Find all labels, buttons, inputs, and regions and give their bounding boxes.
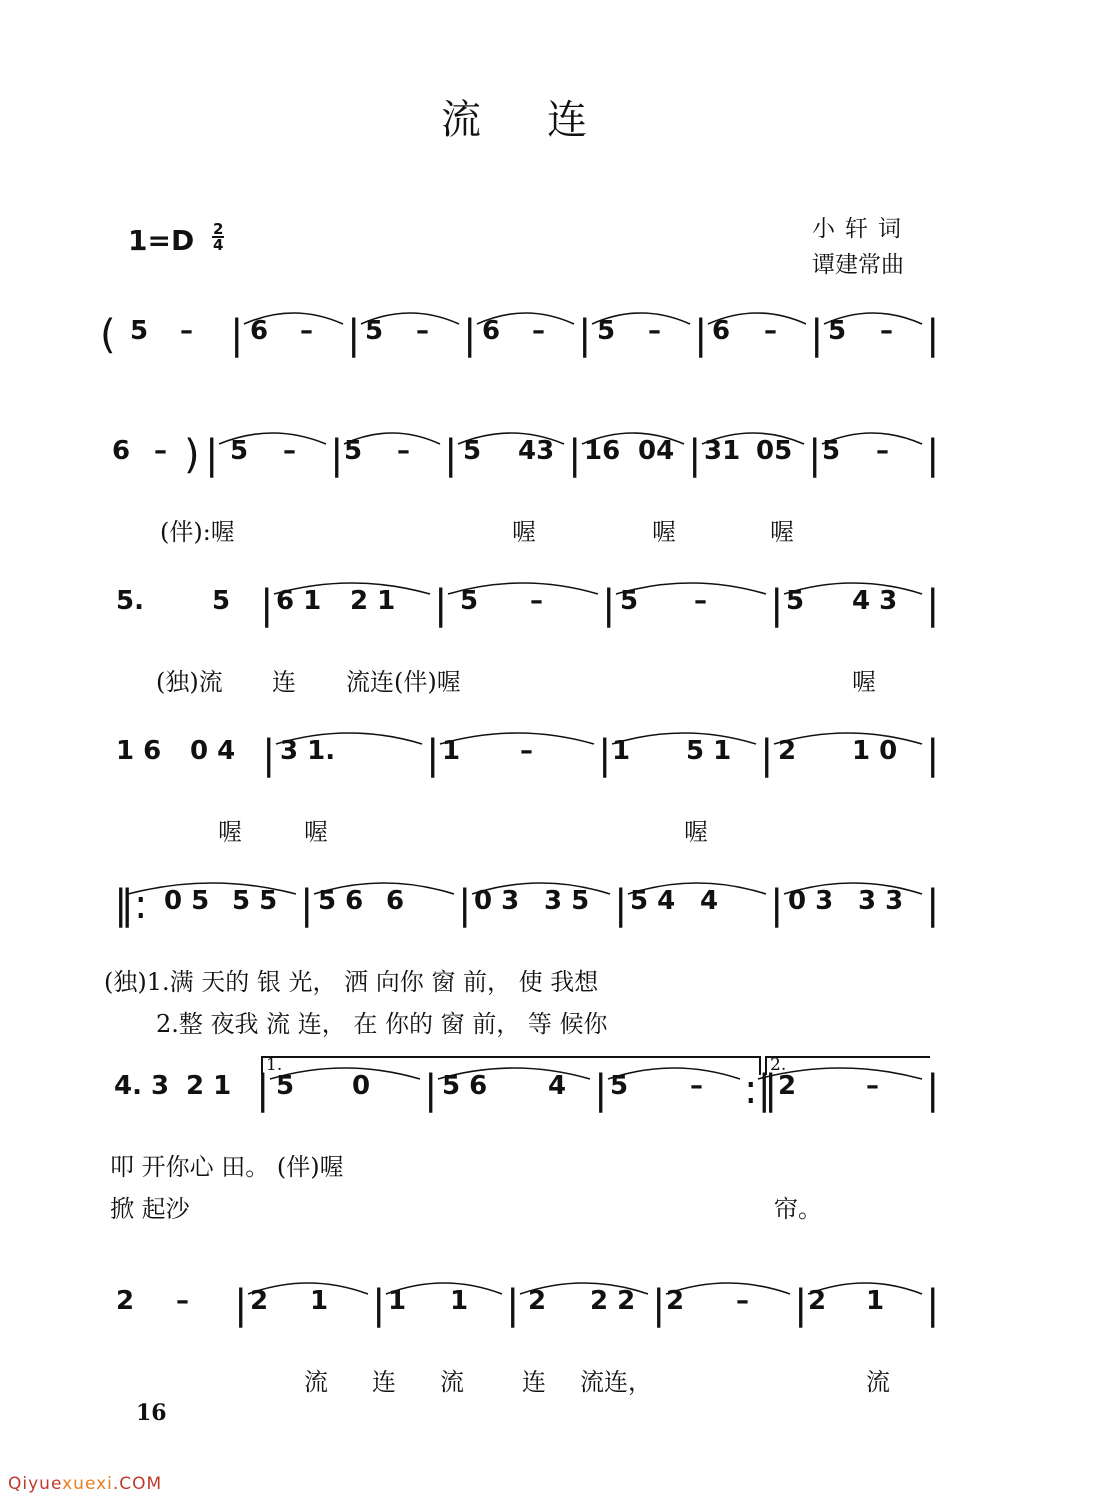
watermark-part2: xuexi — [62, 1474, 113, 1494]
barline: | — [424, 1067, 438, 1113]
lyric: 喔 — [852, 668, 876, 696]
lyric: 连 — [522, 1368, 546, 1396]
lyric: (伴):喔 — [160, 518, 235, 546]
lyric: (独)流 — [156, 668, 223, 696]
slur-marks — [0, 720, 1107, 760]
barline: | — [926, 732, 940, 778]
barline: | — [688, 432, 702, 478]
note: – — [736, 1286, 749, 1316]
slur-arc — [440, 733, 594, 744]
note: 4 — [548, 1071, 567, 1101]
barline: | — [810, 312, 824, 358]
lyric: 连 — [372, 1368, 396, 1396]
note: 0 — [352, 1071, 371, 1101]
barline: ‖: — [114, 882, 148, 928]
barline: | — [347, 312, 361, 358]
score-line-7 — [0, 1270, 1107, 1396]
note: 6 — [250, 316, 269, 346]
title-char-2: 连 — [547, 97, 589, 143]
lyric: 流连(伴)喔 — [346, 668, 461, 696]
title-char-1: 流 — [441, 97, 483, 143]
note: – — [876, 436, 889, 466]
note: 0 3 — [474, 886, 520, 916]
note: 5 — [212, 586, 231, 616]
slur-marks — [0, 570, 1107, 610]
slur-arc — [612, 733, 756, 744]
note: – — [283, 436, 296, 466]
score-line-1 — [0, 300, 1107, 420]
note: 6 — [112, 436, 131, 466]
note: 4. 3 — [114, 1071, 170, 1101]
score-line-2 — [0, 420, 1107, 546]
note: 5 5 — [232, 886, 278, 916]
note: 4 — [700, 886, 719, 916]
note: 2 — [778, 736, 797, 766]
barline: | — [230, 312, 244, 358]
barline: | — [770, 882, 784, 928]
note: – — [690, 1071, 703, 1101]
note: – — [648, 316, 661, 346]
time-signature-denominator: 4 — [213, 236, 224, 254]
note: 0 5 — [164, 886, 210, 916]
note: 04 — [638, 436, 675, 466]
note: 1 — [388, 1286, 407, 1316]
note: 5 — [828, 316, 847, 346]
barline: | — [205, 432, 219, 478]
note: 5 — [610, 1071, 629, 1101]
volta-label: 1. — [266, 1055, 283, 1075]
barline: | — [926, 432, 940, 478]
lyric: 喔 — [218, 818, 242, 846]
note: 2 — [116, 1286, 135, 1316]
note: – — [520, 736, 533, 766]
watermark-part3: .COM — [112, 1474, 163, 1494]
lyric-verse-2: 2.整 夜我 流 连， 在 你的 窗 前， 等 候你 — [156, 1010, 608, 1038]
barline: | — [372, 1282, 386, 1328]
lyric: (独)1.满 天的 银 光， 洒 向你 窗 前， 使 我想 — [104, 968, 599, 996]
time-signature-numerator: 2 — [213, 220, 224, 238]
note: – — [300, 316, 313, 346]
lyric: 流连， — [580, 1368, 652, 1396]
barline: | — [256, 1067, 270, 1113]
slur-marks — [0, 300, 1107, 340]
note: 5 — [620, 586, 639, 616]
note: – — [694, 586, 707, 616]
barline: | — [506, 1282, 520, 1328]
composer-credit: 谭建常曲 — [812, 252, 904, 278]
barline: | — [578, 312, 592, 358]
note: 3 5 — [544, 886, 590, 916]
note: – — [866, 1071, 879, 1101]
barline: | — [808, 432, 822, 478]
note: 6 — [712, 316, 731, 346]
note: 43 — [518, 436, 555, 466]
note: – — [880, 316, 893, 346]
barline: | — [926, 312, 940, 358]
key-signature: 1=D — [128, 224, 195, 257]
note: 5 — [597, 316, 616, 346]
barline: | — [262, 732, 276, 778]
barline: | — [568, 432, 582, 478]
barline: | — [463, 312, 477, 358]
slur-arc — [666, 1283, 790, 1294]
note: 0 4 — [190, 736, 236, 766]
note: 05 — [756, 436, 793, 466]
barline: ( — [100, 312, 116, 358]
note: 5 — [130, 316, 149, 346]
score-line-6 — [0, 1055, 1107, 1223]
slur-marks — [0, 1270, 1107, 1310]
time-signature — [212, 222, 224, 252]
note: 3 3 — [858, 886, 904, 916]
lyric-verse-2: 掀 起沙 — [110, 1195, 190, 1223]
slur-arc — [616, 583, 766, 594]
barline: | — [598, 732, 612, 778]
note: 5. — [116, 586, 144, 616]
barline: | — [926, 582, 940, 628]
note: – — [532, 316, 545, 346]
note: – — [416, 316, 429, 346]
note: 5 — [460, 586, 479, 616]
note: 5 6 — [442, 1071, 488, 1101]
lyric: 流 — [440, 1368, 464, 1396]
note: 1 0 — [852, 736, 898, 766]
barline: | — [330, 432, 344, 478]
note: 31 — [704, 436, 741, 466]
note: 1 — [450, 1286, 469, 1316]
watermark-part1: Qiyue — [8, 1474, 63, 1494]
lyricist-credit: 小轩词 — [812, 216, 911, 242]
lyric: 喔 — [770, 518, 794, 546]
barline: | — [926, 1282, 940, 1328]
note: 1 — [866, 1286, 885, 1316]
barline: | — [444, 432, 458, 478]
note: 1 — [612, 736, 631, 766]
barline: ) — [184, 432, 200, 478]
volta-brackets — [0, 1055, 1107, 1075]
barline: | — [926, 1067, 940, 1113]
barline: | — [770, 582, 784, 628]
note: – — [176, 1286, 189, 1316]
barline: | — [426, 732, 440, 778]
lyric: 喔 — [304, 818, 328, 846]
barline: | — [260, 582, 274, 628]
note: 2 — [808, 1286, 827, 1316]
barline: | — [652, 1282, 666, 1328]
lyric: 喔 — [652, 518, 676, 546]
barline: | — [434, 582, 448, 628]
note: 5 — [365, 316, 384, 346]
score-line-5 — [0, 870, 1107, 1038]
barline: | — [300, 882, 314, 928]
barline: | — [458, 882, 472, 928]
barline: | — [794, 1282, 808, 1328]
note: 2 1 — [186, 1071, 232, 1101]
note: – — [154, 436, 167, 466]
note: 4 3 — [852, 586, 898, 616]
score-line-3 — [0, 570, 1107, 696]
score-line-4 — [0, 720, 1107, 846]
lyric: 喔 — [512, 518, 536, 546]
note: – — [180, 316, 193, 346]
note: 6 — [386, 886, 405, 916]
lyric: 喔 — [684, 818, 708, 846]
lyric-verse-2: 帘。 — [774, 1195, 822, 1223]
note: 2 — [528, 1286, 547, 1316]
note: 2 — [666, 1286, 685, 1316]
note: 1 — [310, 1286, 329, 1316]
note: 5 — [463, 436, 482, 466]
lyric: 流 — [866, 1368, 890, 1396]
note: 5 — [230, 436, 249, 466]
note: 5 4 — [630, 886, 676, 916]
note: 2 — [778, 1071, 797, 1101]
slur-arc — [774, 733, 922, 744]
note: 5 1 — [686, 736, 732, 766]
barline: | — [594, 1067, 608, 1113]
watermark — [8, 1474, 162, 1494]
volta-label: 2. — [770, 1055, 787, 1075]
barline: | — [760, 732, 774, 778]
note: 2 — [250, 1286, 269, 1316]
note: 1 — [442, 736, 461, 766]
note: – — [397, 436, 410, 466]
note: 16 — [584, 436, 621, 466]
lyric: 流 — [304, 1368, 328, 1396]
note: 5 — [344, 436, 363, 466]
note: 5 — [822, 436, 841, 466]
note: 2 2 — [590, 1286, 636, 1316]
barline: | — [234, 1282, 248, 1328]
note: 5 — [276, 1071, 295, 1101]
note: – — [764, 316, 777, 346]
note: 5 6 — [318, 886, 364, 916]
barline: | — [614, 882, 628, 928]
note: 3 1. — [280, 736, 336, 766]
note: 6 1 — [276, 586, 322, 616]
barline: | — [694, 312, 708, 358]
barline: :‖ — [744, 1067, 778, 1113]
note: 6 — [482, 316, 501, 346]
song-title — [0, 88, 1030, 145]
note: – — [530, 586, 543, 616]
page-number: 16 — [136, 1400, 167, 1426]
note: 0 3 — [788, 886, 834, 916]
barline: | — [602, 582, 616, 628]
lyric: 叩 开你心 田。 (伴)喔 — [110, 1153, 344, 1181]
note: 1 6 — [116, 736, 162, 766]
barline: | — [926, 882, 940, 928]
note: 2 1 — [350, 586, 396, 616]
note: 5 — [786, 586, 805, 616]
lyric: 连 — [272, 668, 296, 696]
